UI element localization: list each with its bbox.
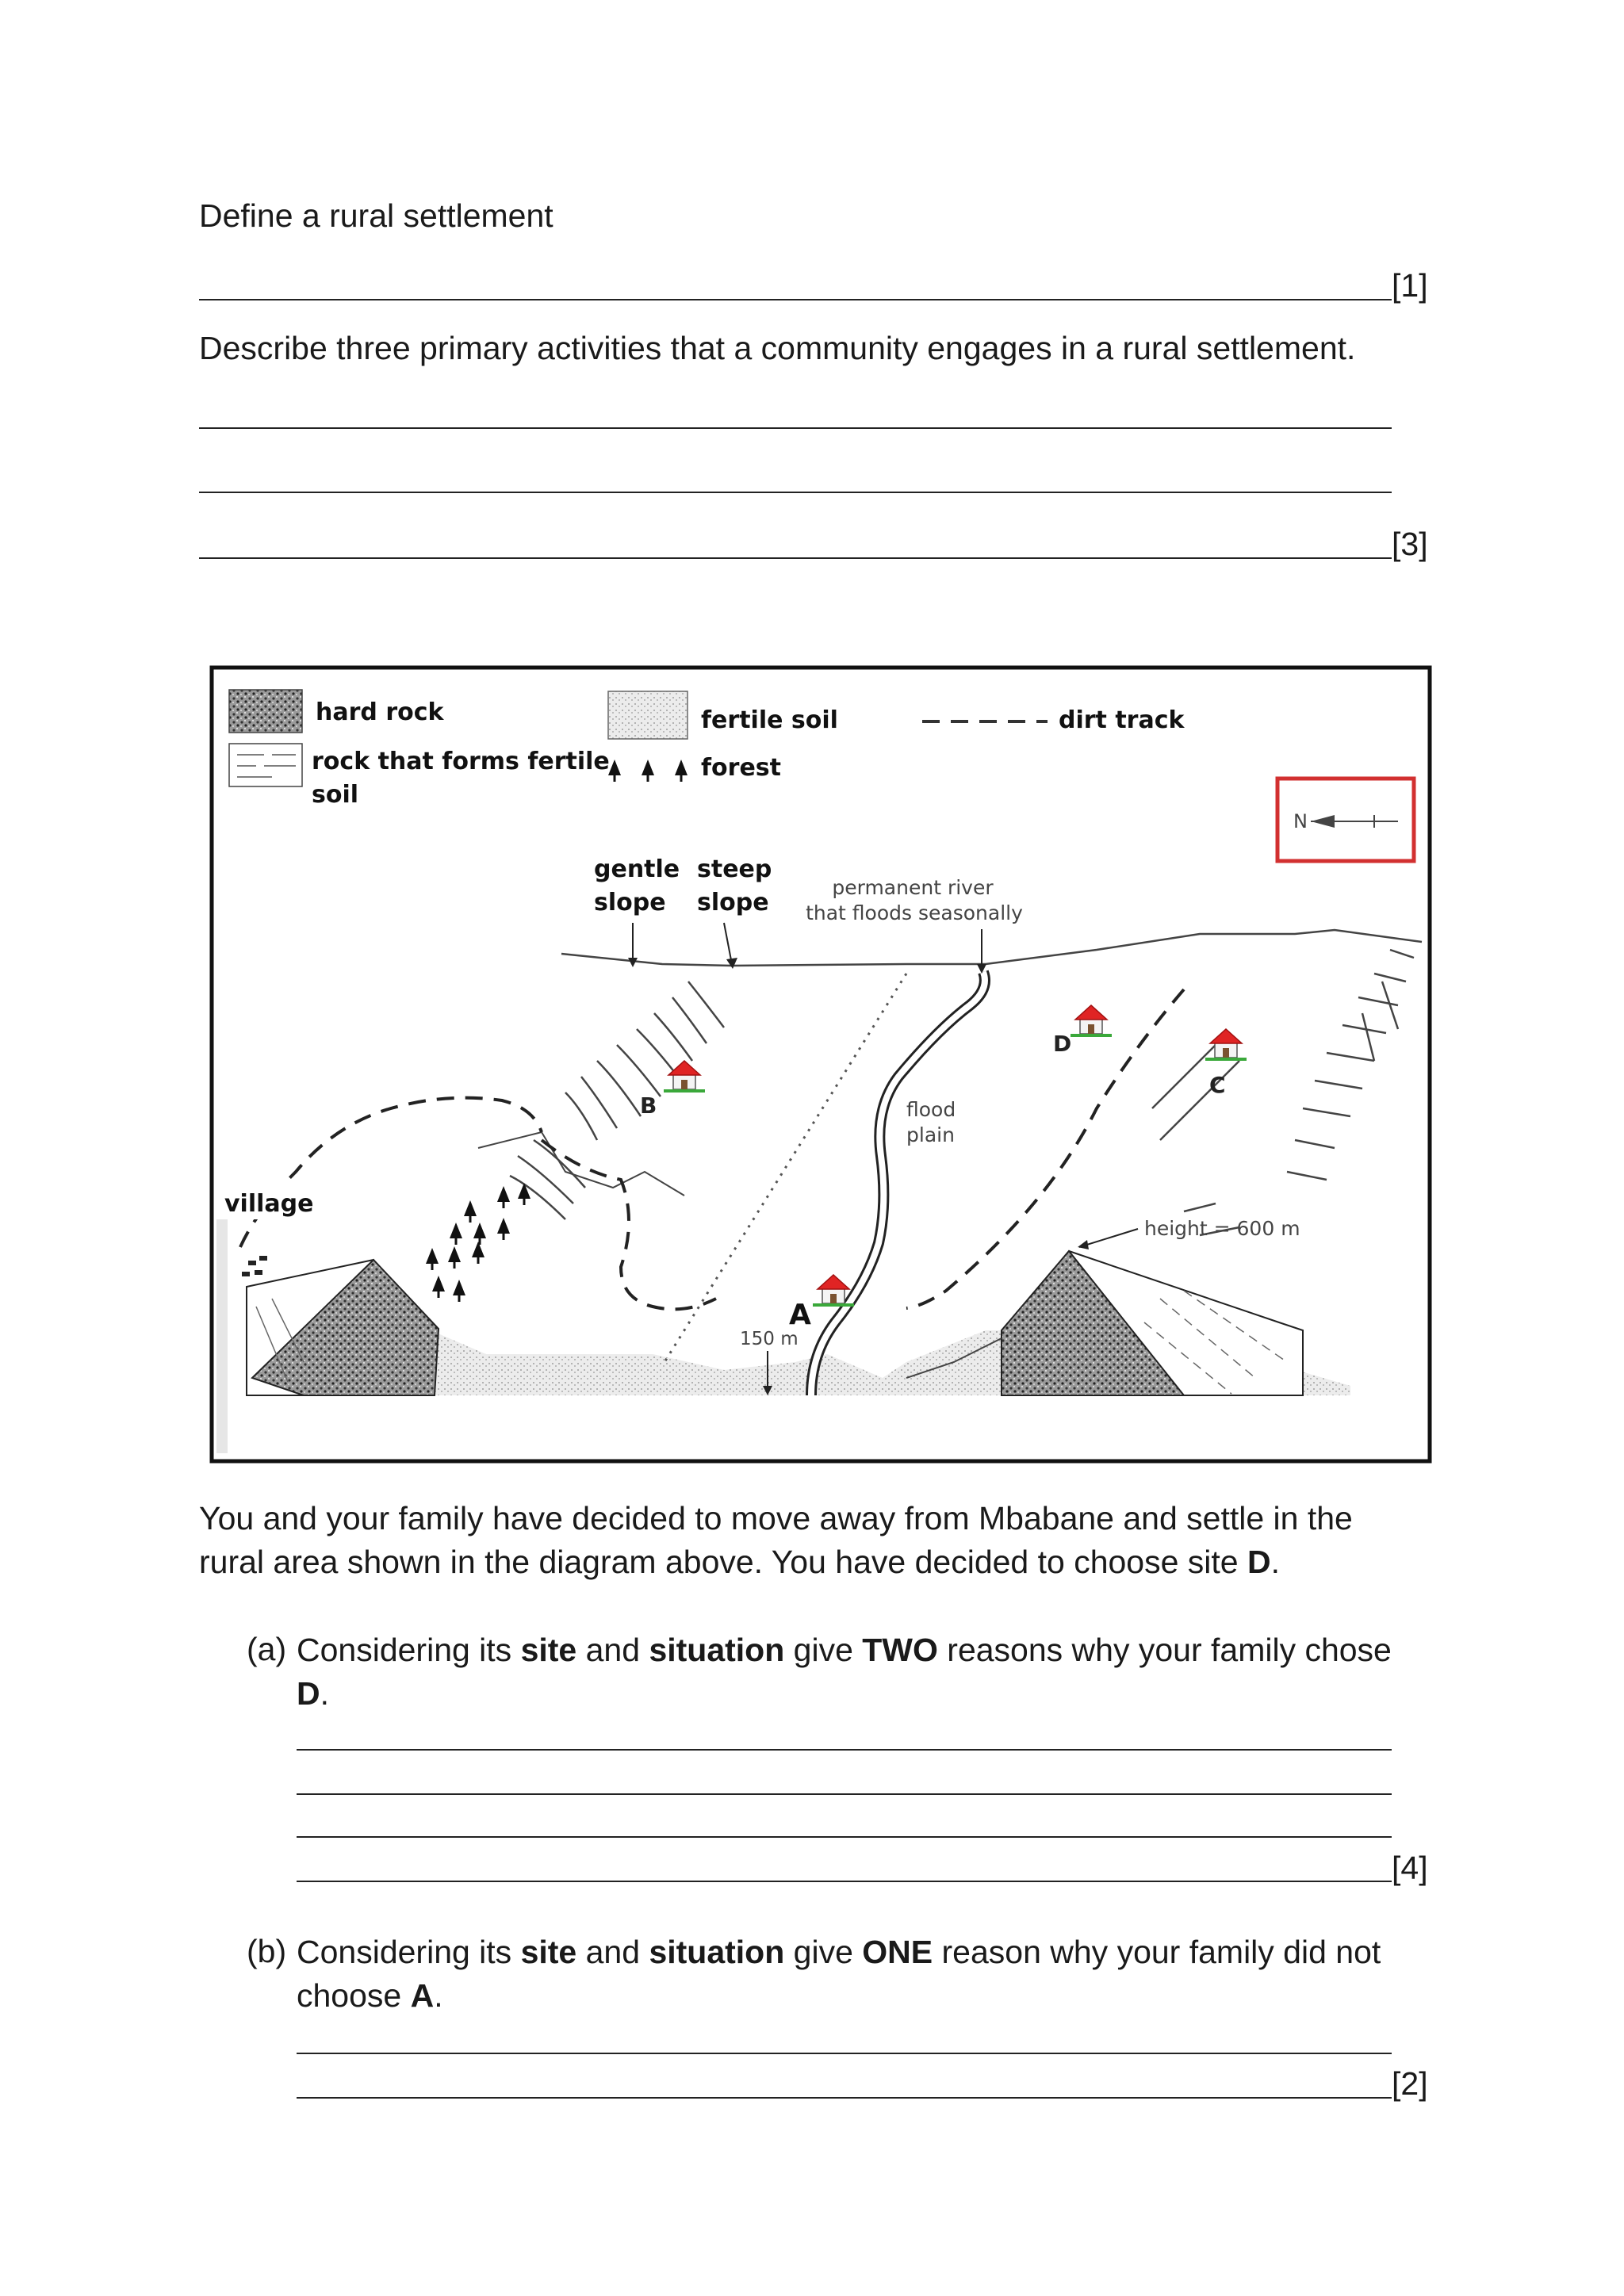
site-d-label: D	[1053, 1031, 1072, 1057]
qa-answer-line-4[interactable]	[297, 1881, 1392, 1882]
legend-hard-rock-label: hard rock	[316, 698, 444, 726]
flood-plain-label-1: flood	[906, 1098, 956, 1121]
steep-slope-label-1: steep	[697, 855, 772, 883]
site-c-label: C	[1209, 1072, 1226, 1098]
rural-settlement-diagram	[209, 664, 1433, 1464]
legend-rock-fertile-label-2: soil	[312, 781, 359, 809]
river-label-1: permanent river	[832, 876, 994, 899]
qa-answer-line-2[interactable]	[297, 1793, 1392, 1795]
q2-answer-line-3[interactable]	[199, 557, 1392, 559]
compass-north: N	[1293, 810, 1308, 832]
gentle-slope-label-1: gentle	[594, 855, 680, 883]
steep-slope-label-2: slope	[697, 889, 769, 916]
legend-dirt-track-label: dirt track	[1059, 706, 1185, 734]
qb-number: (b)	[247, 1933, 287, 1969]
q2-answer-line-1[interactable]	[199, 427, 1392, 429]
qb-answer-line-1[interactable]	[297, 2053, 1392, 2054]
q2-prompt: Describe three primary activities that a community engages in a rural settlement.	[199, 330, 1356, 366]
q1-prompt: Define a rural settlement	[199, 197, 553, 234]
gentle-slope-label-2: slope	[594, 889, 666, 916]
river-label-2: that floods seasonally	[806, 901, 1023, 924]
height-label: height = 600 m	[1144, 1217, 1300, 1240]
q2-answer-line-2[interactable]	[199, 492, 1392, 493]
qa-answer-line-3[interactable]	[297, 1836, 1392, 1838]
qb-prompt: Considering its site and situation give ONE reason why your family did not choose A.	[297, 1934, 1381, 2014]
site-b-label: B	[640, 1093, 657, 1119]
qb-marks: [2]	[1392, 2065, 1428, 2102]
site-a-label: A	[789, 1299, 811, 1331]
flood-plain-label-2: plain	[906, 1123, 955, 1146]
q2-marks: [3]	[1392, 526, 1428, 562]
qa-prompt: Considering its site and situation give TWO reasons why your family chose D.	[297, 1632, 1392, 1712]
legend-forest-label: forest	[701, 754, 782, 782]
qa-marks: [4]	[1392, 1850, 1428, 1886]
legend-rock-fertile-swatch	[229, 744, 302, 786]
q1-marks: [1]	[1392, 267, 1428, 304]
qa-answer-line-1[interactable]	[297, 1749, 1392, 1751]
intro-line-2: rural area shown in the diagram above. You have decided to choose site D.	[199, 1544, 1281, 1580]
legend-fertile-soil-label: fertile soil	[701, 706, 838, 734]
legend-hard-rock-swatch	[229, 690, 302, 733]
legend-fertile-soil-swatch	[608, 691, 688, 739]
qa-number: (a)	[247, 1631, 287, 1667]
depth-label: 150 m	[740, 1329, 799, 1349]
qb-answer-line-2[interactable]	[297, 2097, 1392, 2099]
legend-rock-fertile-label-1: rock that forms fertile	[312, 748, 610, 775]
village-label: village	[224, 1190, 314, 1218]
intro-line-1: You and your family have decided to move away from Mbabane and settle in the	[199, 1500, 1353, 1536]
q1-answer-line-1[interactable]	[199, 299, 1392, 300]
